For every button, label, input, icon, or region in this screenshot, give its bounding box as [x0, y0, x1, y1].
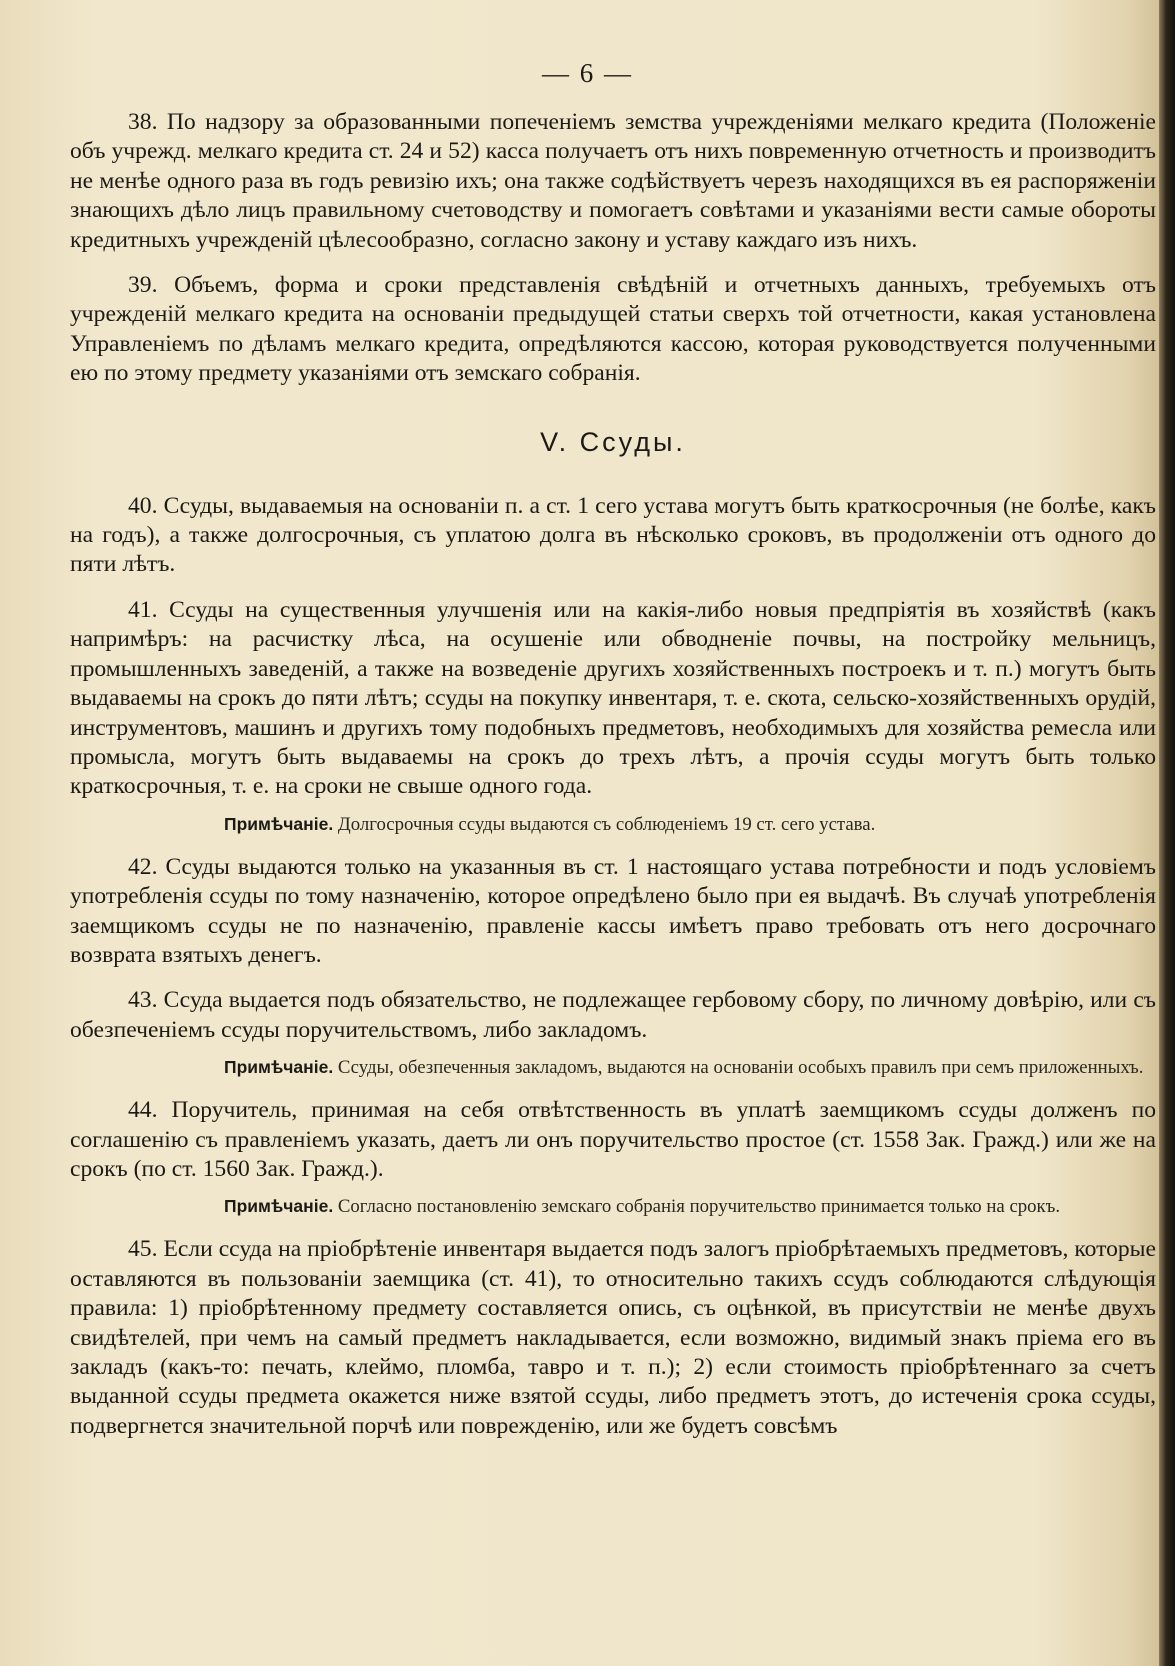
article-41: 41. Ссуды на существенныя улучшенія или на какія-либо новыя предпріятія въ хозяйствѣ (какъ напримѣръ: на расчистку лѣса, на осушеніе или обводненіе почвы, на постройку мельницъ, промышленныхъ заведеній, а также на возведеніе другихъ хозяйственныхъ построекъ и т. п.) могутъ быть выдаваемы на срокъ до пяти лѣтъ; ссуды на покупку инвентаря, т. е. скота, сельско-хозяйственныхъ орудій, инструментовъ, машинъ и другихъ тому подобныхъ предметовъ, необходимыхъ для хозяйства ремесла или промысла, могутъ быть выдаваемы на срокъ до трехъ лѣтъ, а прочія ссуды могутъ быть только краткосрочныя, т. е. на сроки не свыше одного года. — [70, 596, 1156, 800]
note-label: Примѣчаніе. — [224, 1057, 334, 1078]
note-article-44 — [70, 1194, 1156, 1219]
article-42: 42. Ссуды выдаются только на указанныя въ ст. 1 настоящаго устава потребности и подъ условіемъ употребленія ссуды по тому назначенію, которое опредѣлено было при ея выдачѣ. Въ случаѣ употребленія заемщикомъ ссуды не по назначенію, правленіе кассы имѣетъ право требовать отъ него досрочнаго возврата взятыхъ денегъ. — [70, 853, 1156, 968]
article-44: 44. Поручитель, принимая на себя отвѣтственность въ уплатѣ заемщикомъ ссуды долженъ по соглашенію съ правленіемъ указать, даетъ ли онъ поручительство простое (ст. 1558 Зак. Гражд.) или же на срокъ (по ст. 1560 Зак. Гражд.). — [70, 1097, 1156, 1182]
article-39: 39. Объемъ, форма и сроки представленія свѣдѣній и отчетныхъ данныхъ, требуемыхъ отъ учрежденій мелкаго кредита на основаніи предыдущей статьи сверхъ той отчетности, какая установлена Управленіемъ по дѣламъ мелкаго кредита, опредѣляются кассою, которая руководствуется полученными ею по этому предмету указаніями отъ земскаго собранія. — [70, 272, 1156, 387]
page-body — [70, 108, 1156, 1457]
article-43: 43. Ссуда выдается подъ обязательство, не подлежащее гербовому сбору, по личному довѣрію, или съ обезпеченіемъ ссуды поручительствомъ, либо закладомъ. — [70, 987, 1156, 1043]
book-spine-shadow — [1159, 0, 1175, 1666]
note-text: Долгосрочныя ссуды выдаются съ соблюденіемъ 19 ст. сего устава. — [337, 813, 876, 835]
article-45: 45. Если ссуда на пріобрѣтеніе инвентаря выдается подъ залогъ пріобрѣтаемыхъ предметовъ, которые оставляются въ пользованіи заемщика (ст. 41), то относительно такихъ ссудъ соблюдаются слѣдующія правила: 1) пріобрѣтенному предмету составляется опись, съ оцѣнкой, въ присутствіи не менѣе двухъ свидѣтелей, при чемъ на самый предметъ накладывается, если возможно, видимый знакъ пріема его въ закладъ (какъ-то: печать, клеймо, пломба, тавро и т. п.); 2) если стоимость пріобрѣтеннаго за счетъ выданной ссуды предмета окажется ниже взятой ссуды, либо предметъ этотъ, до истеченія срока ссуды, подвергнется значительной порчѣ или поврежденію, или же будетъ совсѣмъ — [70, 1236, 1156, 1439]
note-label: Примѣчаніе. — [224, 813, 334, 834]
note-article-41 — [70, 812, 1156, 837]
page-number: — 6 — — [542, 58, 633, 88]
article-38: 38. По надзору за образованными попеченіемъ земства учрежденіями мелкаго кредита (Положеніе объ учрежд. мелкаго кредита ст. 24 и 52) касса получаетъ отъ нихъ повременную отчетность и производитъ не менѣе одного раза въ годъ ревизію ихъ; она также содѣйствуетъ черезъ находящихся въ ея распоряженіи знающихъ дѣло лицъ правильному счетоводству и помогаетъ совѣтами и указаніями вести самые обороты кредитныхъ учрежденій цѣлесообразно, согласно закону и уставу каждаго изъ нихъ. — [70, 109, 1156, 253]
note-text: Ссуды, обезпеченныя закладомъ, выдаются на основаніи особыхъ правилъ при семъ приложенныхъ. — [337, 1057, 1144, 1079]
note-text: Согласно постановленію земскаго собранія поручительство принимается только на срокъ. — [337, 1196, 1061, 1218]
section-heading: V. Ссуды. — [540, 426, 686, 457]
article-40: 40. Ссуды, выдаваемыя на основаніи п. а ст. 1 сего устава могутъ быть краткосрочныя (не болѣе, какъ на годъ), а также долгосрочныя, съ уплатою долга въ нѣсколько сроковъ, въ продолженіи отъ одного до пяти лѣтъ. — [70, 492, 1156, 578]
note-article-43 — [70, 1055, 1156, 1080]
note-label: Примѣчаніе. — [224, 1196, 334, 1217]
